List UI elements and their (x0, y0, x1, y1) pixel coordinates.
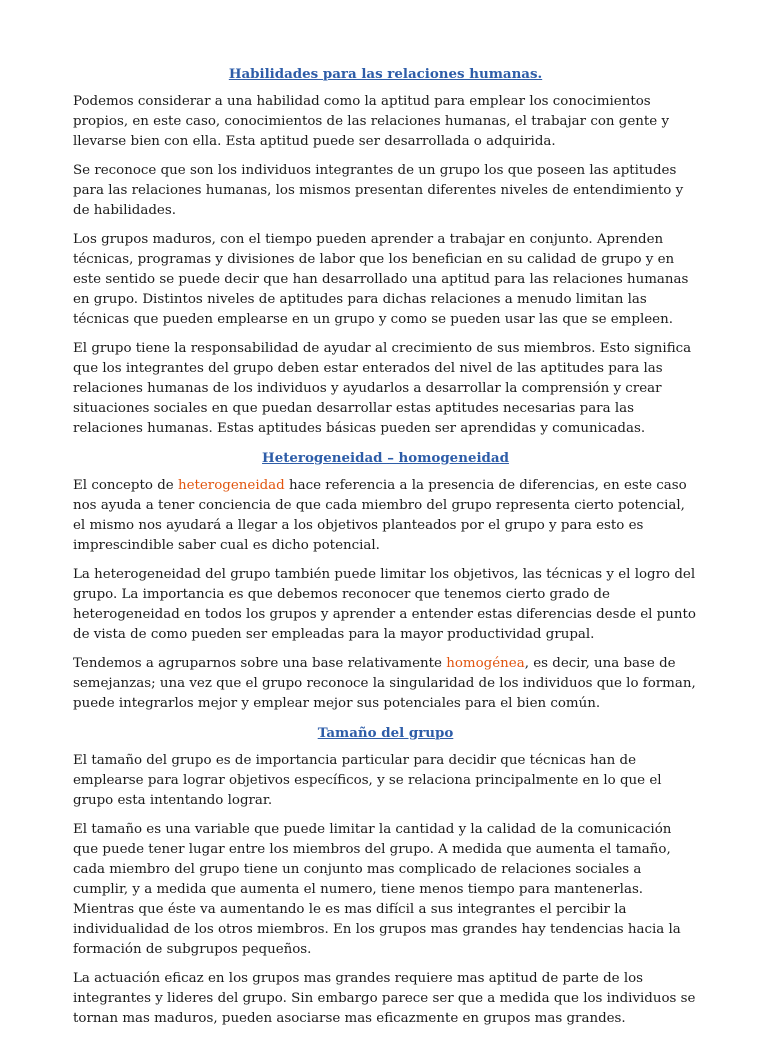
paragraph-text: Tendemos a agruparnos sobre una base relativamente (73, 656, 447, 671)
paragraph: La heterogeneidad del grupo también puede limitar los objetivos, las técnicas y el logro del grupo. La importancia es que debemos reconocer que tenemos cierto grado de heterogeneidad en todos los grupos y aprender a entender estas diferencias desde el punto de vista de como pueden ser empleadas para la mayor productividad grupal. (73, 567, 696, 642)
document-page (73, 64, 698, 1038)
section-heading-habilidades: Habilidades para las relaciones humanas. (228, 66, 543, 82)
paragraph: El grupo tiene la responsabilidad de ayudar al crecimiento de sus miembros. Esto significa que los integrantes del grupo deben estar enterados del nivel de las aptitudes para las relaciones humanas de los individuos y ayudarlos a desarrollar la comprensión y crear situaciones sociales en que puedan desarrollar estas aptitudes necesarias para las relaciones humanas. Estas aptitudes básicas pueden ser aprendidas y comunicadas. (73, 341, 692, 436)
highlighted-term: homogénea (446, 656, 525, 671)
paragraph-text: El concepto de (73, 478, 178, 493)
paragraph (73, 476, 698, 556)
section-heading-tamano: Tamaño del grupo (317, 725, 454, 741)
paragraph: El tamaño del grupo es de importancia particular para decidir que técnicas han de emplearse para lograr objetivos específicos, y se relaciona principalmente en lo que el grupo esta intentando lograr. (73, 753, 662, 808)
highlighted-term: heterogeneidad (177, 478, 285, 493)
paragraph-text: hace referencia a la presencia de diferencias, en este caso nos ayuda a tener conciencia de que cada miembro del grupo representa cierto potencial, el mismo nos ayudará a llegar a los objetivos planteados por el grupo y para esto es imprescindible saber cual es dicho potencial. (73, 478, 687, 553)
paragraph: Los grupos maduros, con el tiempo pueden aprender a trabajar en conjunto. Aprenden técnicas, programas y divisiones de labor que los benefician en su calidad de grupo y en este sentido se puede decir que han desarrollado una aptitud para las relaciones humanas en grupo. Distintos niveles de aptitudes para dichas relaciones a menudo limitan las técnicas que pueden emplearse en un grupo y como se pueden usar las que se empleen. (73, 232, 689, 327)
paragraph-text: , es decir, una base de semejanzas; una vez que el grupo reconoce la singularidad de los individuos que lo forman, puede integrarlos mejor y emplear mejor sus potenciales para el bien común. (73, 656, 696, 711)
section-heading-heterogeneidad: Heterogeneidad – homogeneidad (262, 450, 509, 466)
paragraph: Podemos considerar a una habilidad como la aptitud para emplear los conocimientos propios, en este caso, conocimientos de las relaciones humanas, el trabajar con gente y llevarse bien con ella. Esta aptitud puede ser desarrollada o adquirida. (73, 94, 670, 149)
paragraph: Se reconoce que son los individuos integrantes de un grupo los que poseen las aptitudes para las relaciones humanas, los mismos presentan diferentes niveles de entendimiento y de habilidades. (73, 163, 684, 218)
paragraph (73, 654, 698, 714)
paragraph: El tamaño es una variable que puede limitar la cantidad y la calidad de la comunicación que puede tener lugar entre los miembros del grupo. A medida que aumenta el tamaño, cada miembro del grupo tiene un conjunto mas complicado de relaciones sociales a cumplir, y a medida que aumenta el numero, tiene menos tiempo para mantenerlas. Mientras que éste va aumentando le es mas difícil a sus integrantes el percibir la individualidad de los otros miembros. En los grupos mas grandes hay tendencias hacia la formación de subgrupos pequeños. (73, 822, 681, 957)
paragraph: La actuación eficaz en los grupos mas grandes requiere mas aptitud de parte de los integrantes y lideres del grupo. Sin embargo parece ser que a medida que los individuos se tornan mas maduros, pueden asociarse mas eficazmente en grupos mas grandes. (73, 971, 696, 1026)
